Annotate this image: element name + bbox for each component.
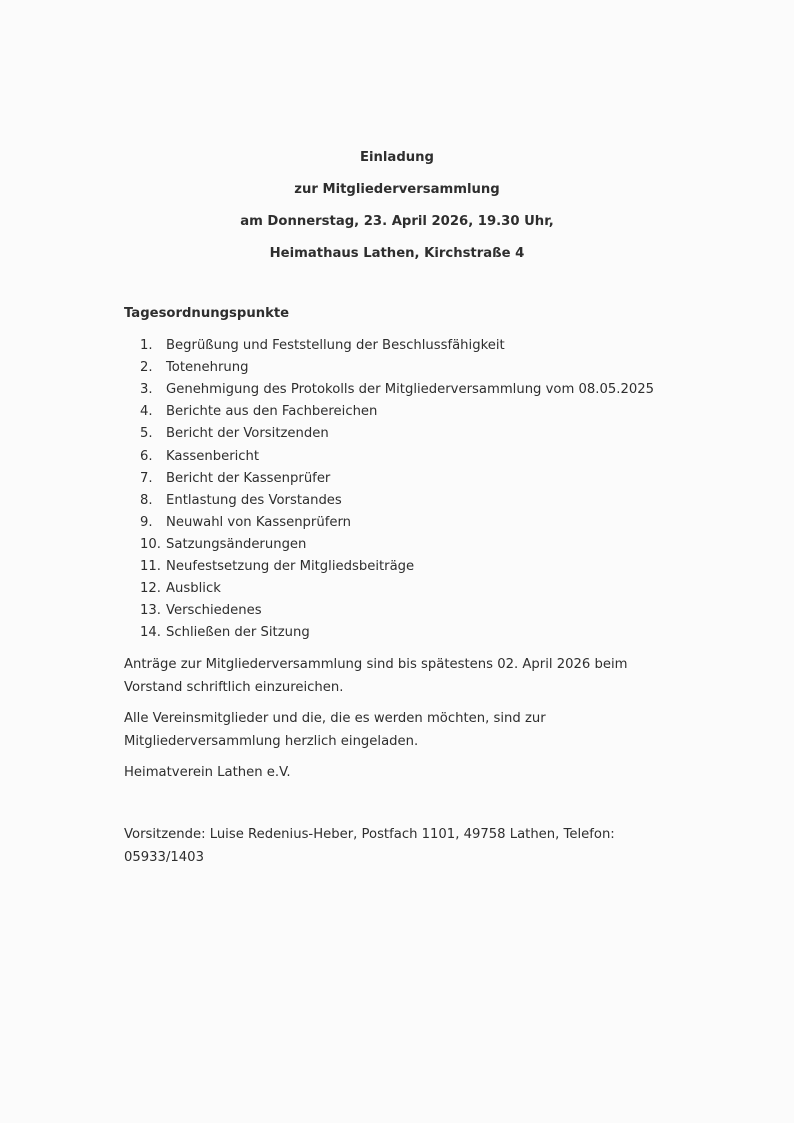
agenda-item — [140, 537, 306, 559]
signature: Heimatverein Lathen e.V. — [124, 765, 291, 780]
agenda-item — [140, 625, 310, 647]
agenda-item-number: 7. — [140, 470, 153, 486]
agenda-item-number: 12. — [140, 581, 161, 597]
agenda-item — [140, 382, 654, 404]
agenda-item-number: 14. — [140, 625, 161, 641]
agenda-item-text: Bericht der Vorsitzenden — [166, 426, 329, 442]
agenda-item — [140, 493, 342, 515]
agenda-item-text: Satzungsänderungen — [166, 536, 307, 552]
paragraph-line: Anträge zur Mitgliederversammlung sind bis spätestens 02. April 2026 beim — [124, 657, 628, 672]
agenda-item-number: 3. — [140, 382, 153, 398]
agenda-item-number: 8. — [140, 492, 153, 508]
agenda-heading: Tagesordnungspunkte — [124, 306, 290, 321]
footer-contact — [124, 823, 615, 869]
agenda-item — [140, 404, 377, 426]
title-invitation: Einladung — [360, 150, 434, 165]
paragraph-line: Mitgliederversammlung herzlich eingeladen. — [124, 734, 419, 749]
agenda-item-text: Verschiedenes — [166, 603, 262, 619]
agenda-item — [140, 426, 329, 448]
footer-line: Vorsitzende: Luise Redenius-Heber, Postfach 1101, 49758 Lathen, Telefon: — [124, 827, 615, 842]
agenda-item-text: Kassenbericht — [166, 448, 260, 464]
title-subject: zur Mitgliederversammlung — [294, 182, 500, 197]
agenda-item-text: Berichte aus den Fachbereichen — [166, 404, 378, 420]
agenda-item-text: Entlastung des Vorstandes — [166, 492, 342, 508]
agenda-item — [140, 449, 259, 471]
title-date: am Donnerstag, 23. April 2026, 19.30 Uhr, — [240, 214, 554, 229]
agenda-item-number: 9. — [140, 514, 153, 530]
agenda-item-text: Neuwahl von Kassenprüfern — [166, 514, 352, 530]
paragraph-motions — [124, 653, 627, 699]
paragraph-line: Alle Vereinsmitglieder und die, die es werden möchten, sind zur — [124, 711, 546, 726]
agenda-item-number: 13. — [140, 603, 161, 619]
paragraph-line: Vorstand schriftlich einzureichen. — [124, 680, 344, 695]
agenda-item-number: 1. — [140, 338, 153, 353]
agenda-item-number: 11. — [140, 559, 161, 574]
agenda-item-text: Schließen der Sitzung — [166, 625, 310, 641]
agenda-item-number: 4. — [140, 404, 153, 420]
agenda-item-text: Ausblick — [166, 581, 221, 597]
agenda-item — [140, 559, 414, 581]
agenda-item-text: Genehmigung des Protokolls der Mitgliederversammlung vom 08.05.2025 — [166, 382, 655, 398]
agenda-item — [140, 338, 505, 360]
agenda-item — [140, 360, 249, 382]
agenda-item-text: Bericht der Kassenprüfer — [166, 470, 331, 486]
agenda-item — [140, 581, 221, 603]
agenda-item — [140, 603, 262, 625]
agenda-item-number: 2. — [140, 360, 153, 376]
agenda-item — [140, 515, 351, 537]
agenda-item-number: 6. — [140, 448, 153, 464]
agenda-item-number: 10. — [140, 536, 161, 552]
agenda-item — [140, 471, 330, 493]
agenda-item-number: 5. — [140, 426, 153, 442]
agenda-item-text: Neufestsetzung der Mitgliedsbeiträge — [166, 559, 415, 574]
title-location: Heimathaus Lathen, Kirchstraße 4 — [269, 246, 525, 261]
paragraph-welcome — [124, 707, 546, 753]
footer-line: 05933/1403 — [124, 850, 204, 865]
agenda-item-text: Totenehrung — [166, 360, 249, 376]
agenda-item-text: Begrüßung und Feststellung der Beschlussfähigkeit — [166, 338, 505, 353]
